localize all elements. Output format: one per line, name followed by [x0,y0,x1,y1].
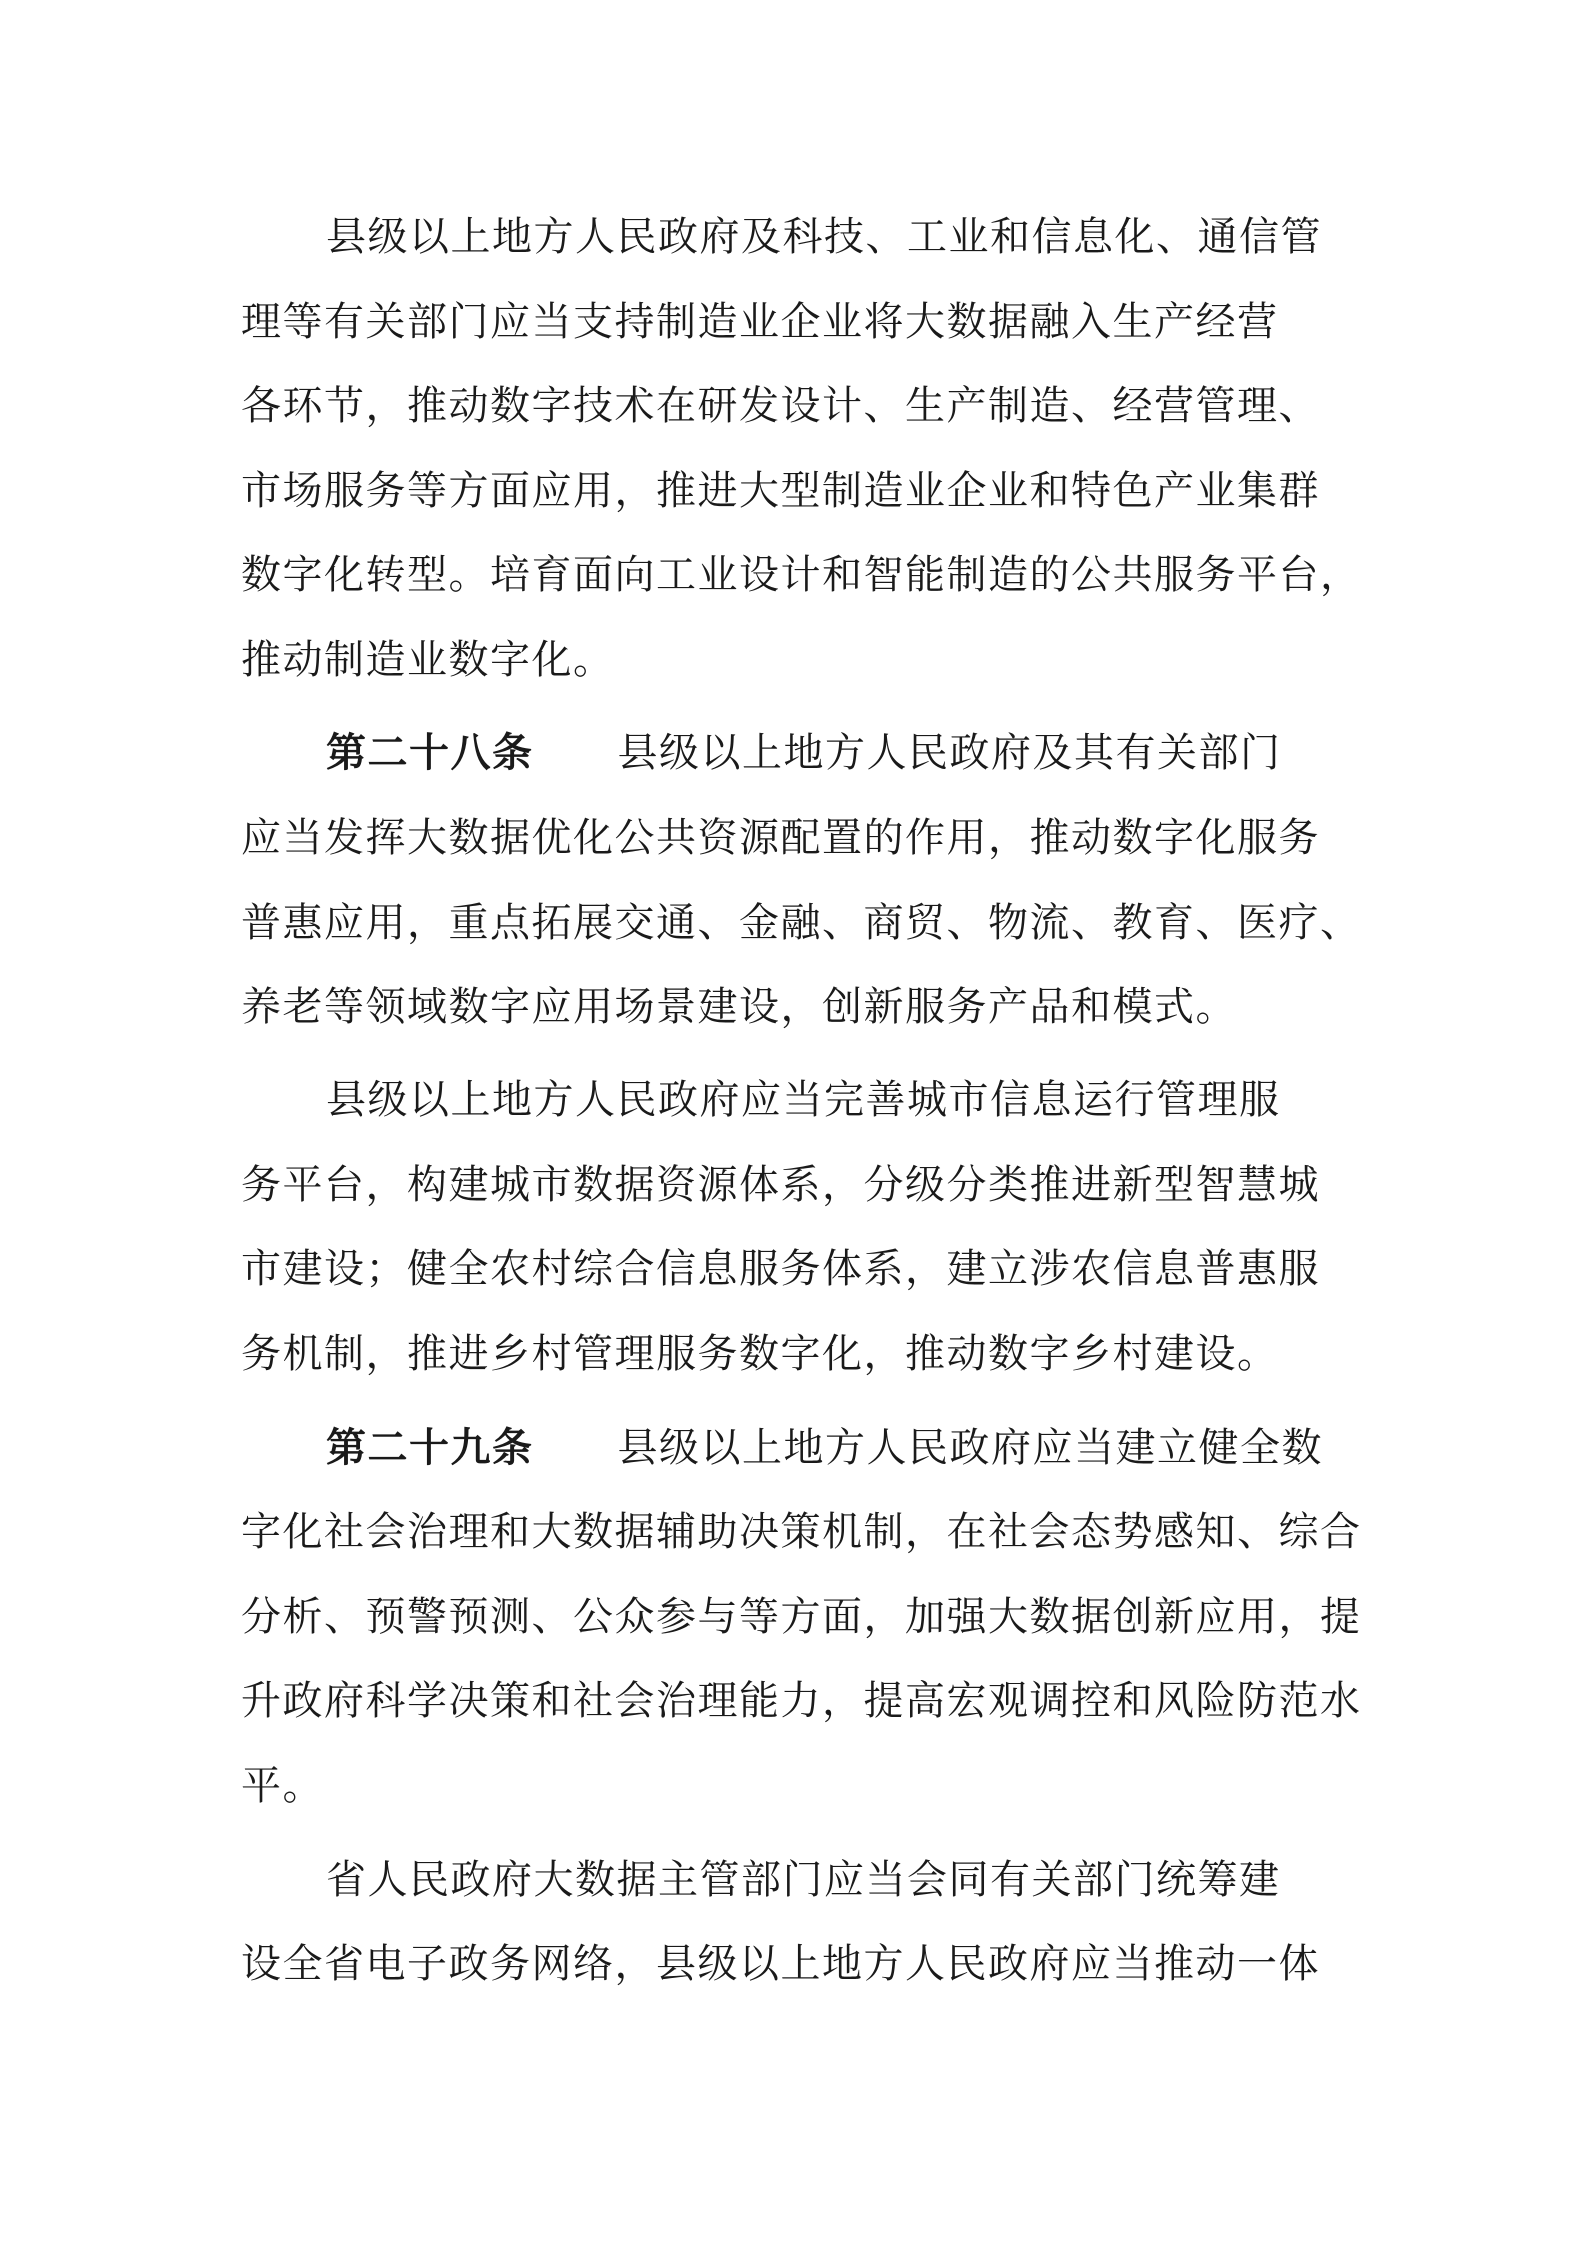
paragraph-text: 县级以上地方人民政府应当建立健全数 [617,1425,1323,1471]
paragraph-line: 务平台，构建城市数据资源体系，分级分类推进新型智慧城 [241,1162,1320,1208]
paragraph-line: 县级以上地方人民政府及科技、工业和信息化、通信管 [326,214,1322,260]
paragraph-line: 市建设；健全农村综合信息服务体系，建立涉农信息普惠服 [241,1246,1320,1292]
paragraph-line: 市场服务等方面应用，推进大型制造业企业和特色产业集群 [241,468,1320,514]
paragraph-line: 应当发挥大数据优化公共资源配置的作用，推动数字化服务 [241,815,1320,861]
paragraph-line: 省人民政府大数据主管部门应当会同有关部门统筹建 [326,1857,1281,1903]
paragraph-text: 县级以上地方人民政府及其有关部门 [617,730,1282,776]
paragraph-line: 各环节，推动数字技术在研发设计、生产制造、经营管理、 [241,383,1320,429]
paragraph-line: 设全省电子政务网络，县级以上地方人民政府应当推动一体 [241,1941,1320,1987]
paragraph-line: 普惠应用，重点拓展交通、金融、商贸、物流、教育、医疗、 [241,900,1362,946]
paragraph-line: 数字化转型。培育面向工业设计和智能制造的公共服务平台， [241,552,1362,598]
paragraph-line: 养老等领域数字应用场景建设，创新服务产品和模式。 [241,984,1237,1030]
paragraph-line: 务机制，推进乡村管理服务数字化，推动数字乡村建设。 [241,1331,1279,1377]
paragraph-line: 理等有关部门应当支持制造业企业将大数据融入生产经营 [241,299,1279,345]
article-28-first-line [326,723,1456,783]
paragraph-line: 字化社会治理和大数据辅助决策机制，在社会态势感知、综合 [241,1509,1362,1555]
paragraph-line: 推动制造业数字化。 [241,637,615,683]
paragraph-line: 升政府科学决策和社会治理能力，提高宏观调控和风险防范水 [241,1678,1362,1724]
paragraph-line: 县级以上地方人民政府应当完善城市信息运行管理服 [326,1077,1281,1123]
paragraph-line: 平。 [241,1763,324,1809]
article-number: 第二十九条 [326,1425,534,1471]
paragraph-line: 分析、预警预测、公众参与等方面，加强大数据创新应用，提 [241,1594,1362,1640]
article-number: 第二十八条 [326,730,534,776]
article-29-first-line [326,1418,1456,1478]
